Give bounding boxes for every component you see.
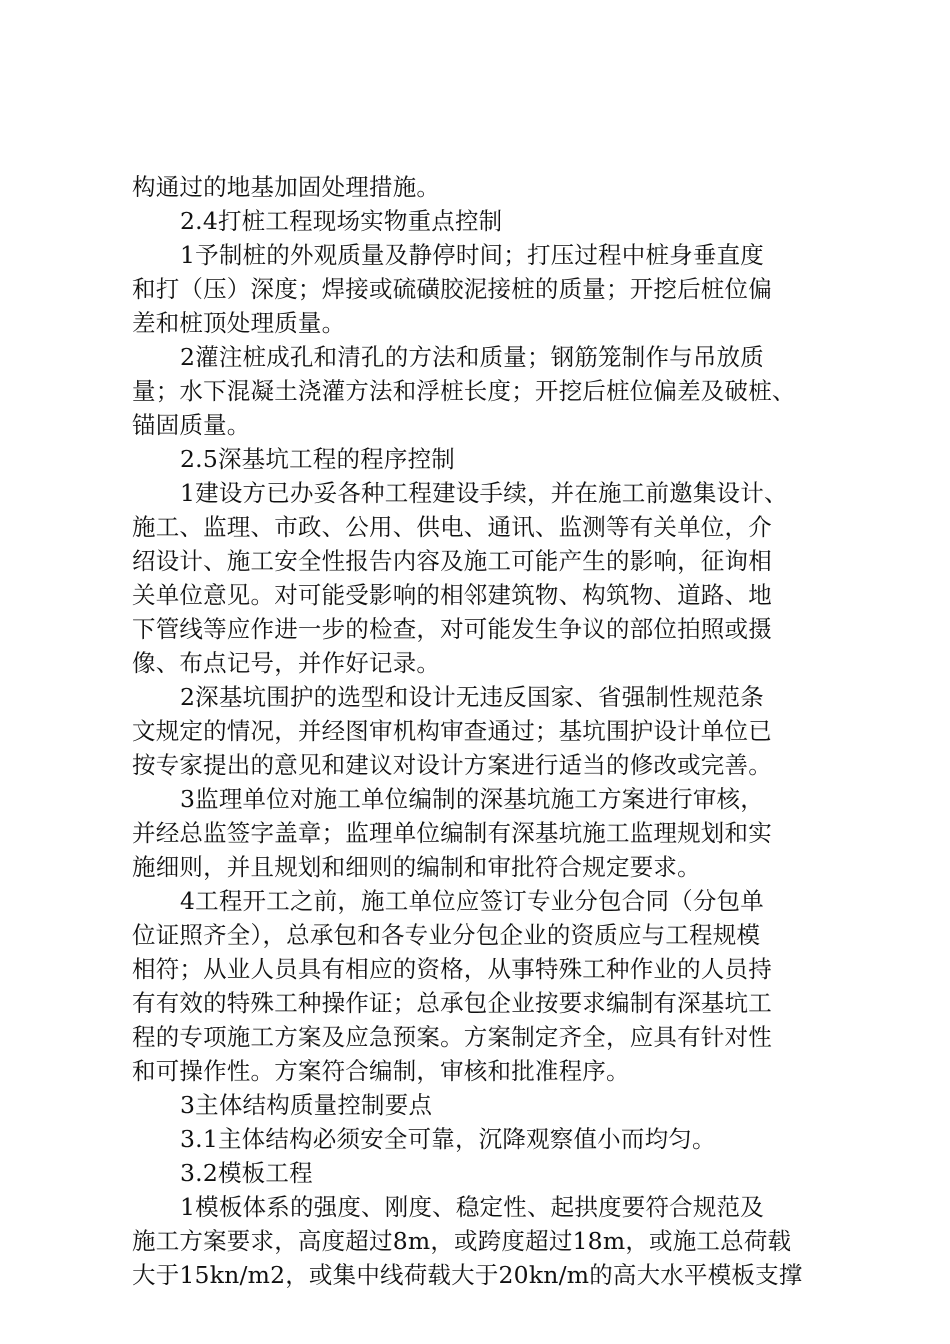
text-line: 1模板体系的强度、刚度、稳定性、起拱度要符合规范及 — [180, 1193, 764, 1221]
section-heading-2-5: 2.5深基坑工程的程序控制 — [180, 445, 455, 473]
section-heading-2-4: 2.4打桩工程现场实物重点控制 — [180, 207, 503, 235]
text-line: 4工程开工之前，施工单位应签订专业分包合同（分包单 — [180, 887, 764, 915]
text-line: 施细则，并且规划和细则的编制和审批符合规定要求。 — [132, 853, 701, 881]
text-line: 大于15kn/m2，或集中线荷载大于20kn/m的高大水平模板支撑 — [132, 1261, 803, 1289]
text-line: 1建设方已办妥各种工程建设手续，并在施工前邀集设计、 — [180, 479, 788, 507]
text-line: 绍设计、施工安全性报告内容及施工可能产生的影响，征询相 — [132, 547, 772, 575]
section-heading-3-2: 3.2模板工程 — [180, 1159, 313, 1187]
text-line: 像、布点记号，并作好记录。 — [132, 649, 441, 677]
text-line: 1予制桩的外观质量及静停时间；打压过程中桩身垂直度 — [180, 241, 764, 269]
text-line: 文规定的情况，并经图审机构审查通过；基坑围护设计单位已 — [132, 717, 772, 745]
text-line: 2深基坑围护的选型和设计无违反国家、省强制性规范条 — [180, 683, 764, 711]
text-line: 构通过的地基加固处理措施。 — [132, 173, 441, 201]
text-line: 位证照齐全），总承包和各专业分包企业的资质应与工程规模 — [132, 921, 761, 949]
text-line: 和可操作性。方案符合编制，审核和批准程序。 — [132, 1057, 630, 1085]
section-heading-3: 3主体结构质量控制要点 — [180, 1091, 433, 1119]
text-line: 2灌注桩成孔和清孔的方法和质量；钢筋笼制作与吊放质 — [180, 343, 764, 371]
text-line: 锚固质量。 — [132, 411, 251, 439]
text-line: 施工、监理、市政、公用、供电、通讯、监测等有关单位，介 — [132, 513, 772, 541]
text-line: 下管线等应作进一步的检查，对可能发生争议的部位拍照或摄 — [132, 615, 772, 643]
text-line: 按专家提出的意见和建议对设计方案进行适当的修改或完善。 — [132, 751, 772, 779]
text-line: 关单位意见。对可能受影响的相邻建筑物、构筑物、道路、地 — [132, 581, 772, 609]
text-line: 量；水下混凝土浇灌方法和浮桩长度；开挖后桩位偏差及破桩、 — [132, 377, 796, 405]
text-line: 3.1主体结构必须安全可靠，沉降观察值小而均匀。 — [180, 1125, 716, 1153]
text-line: 3监理单位对施工单位编制的深基坑施工方案进行审核， — [180, 785, 764, 813]
text-line: 有有效的特殊工种操作证；总承包企业按要求编制有深基坑工 — [132, 989, 772, 1017]
text-line: 施工方案要求，高度超过8m，或跨度超过18m，或施工总荷载 — [132, 1227, 792, 1255]
text-line: 和打（压）深度；焊接或硫磺胶泥接桩的质量；开挖后桩位偏 — [132, 275, 772, 303]
text-line: 差和桩顶处理质量。 — [132, 309, 346, 337]
text-line: 程的专项施工方案及应急预案。方案制定齐全，应具有针对性 — [132, 1023, 772, 1051]
text-line: 并经总监签字盖章；监理单位编制有深基坑施工监理规划和实 — [132, 819, 772, 847]
text-line: 相符；从业人员具有相应的资格，从事特殊工种作业的人员持 — [132, 955, 772, 983]
